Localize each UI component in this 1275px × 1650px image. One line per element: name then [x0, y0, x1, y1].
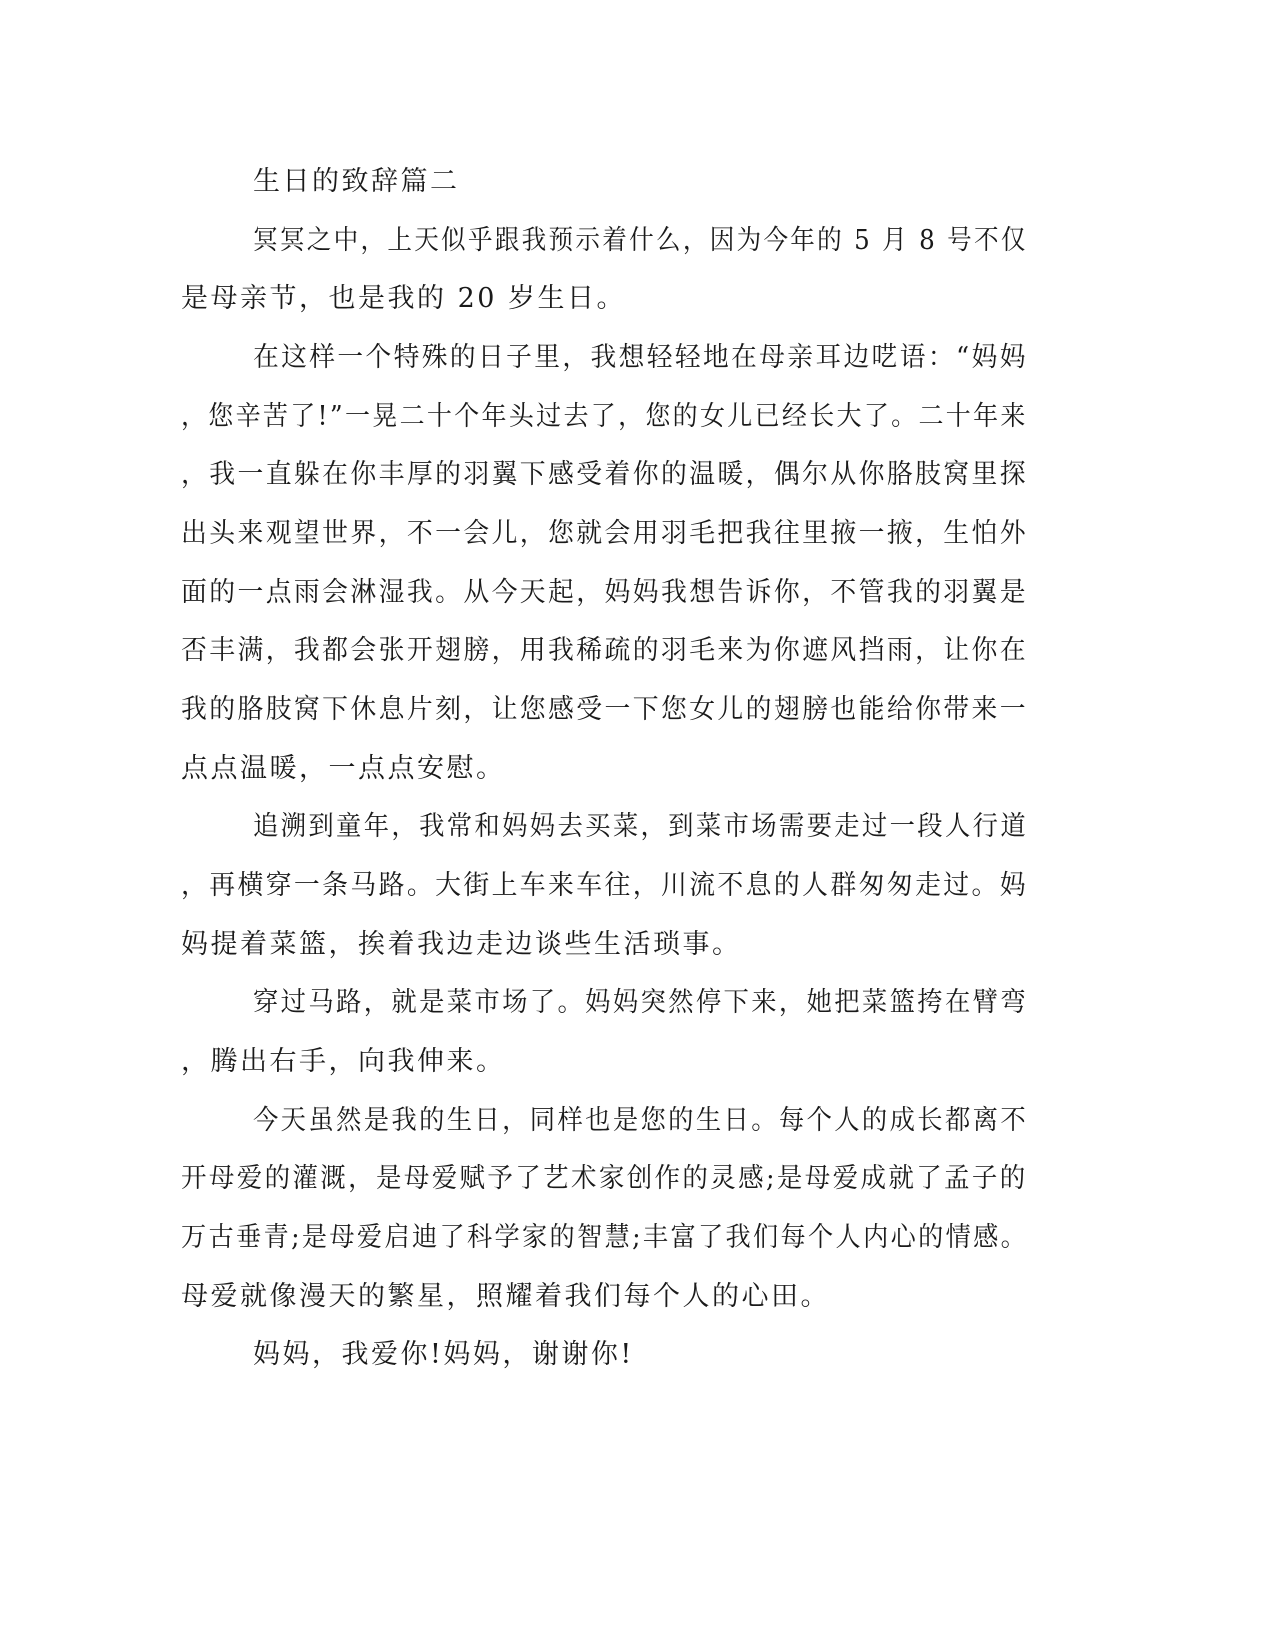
text-line: 面的一点雨会淋湿我。从今天起，妈妈我想告诉你，不管我的羽翼是: [181, 577, 1028, 608]
text-line: 追溯到童年，我常和妈妈去买菜，到菜市场需要走过一段人行道: [253, 811, 1028, 842]
document-title: 生日的致辞篇二: [253, 166, 460, 197]
text-line: 否丰满，我都会张开翅膀，用我稀疏的羽毛来为你遮风挡雨，让你在: [181, 635, 1028, 666]
text-line: 母爱就像漫天的繁星，照耀着我们每个人的心田。: [181, 1281, 830, 1312]
text-line: 妈妈，我爱你!妈妈，谢谢你!: [253, 1339, 634, 1370]
text-line: ，您辛苦了!”一晃二十个年头过去了，您的女儿已经长大了。二十年来: [181, 401, 1028, 432]
text-line: 开母爱的灌溉，是母爱赋予了艺术家创作的灵感;是母爱成就了孟子的: [181, 1163, 1028, 1194]
text-line: 穿过马路，就是菜市场了。妈妈突然停下来，她把菜篮挎在臂弯: [253, 987, 1028, 1018]
text-line: 冥冥之中，上天似乎跟我预示着什么，因为今年的 5 月 8 号不仅: [253, 225, 1028, 256]
text-line: 妈提着菜篮，挨着我边走边谈些生活琐事。: [181, 929, 742, 960]
text-line: 今天虽然是我的生日，同样也是您的生日。每个人的成长都离不: [253, 1105, 1028, 1136]
text-line: 出头来观望世界，不一会儿，您就会用羽毛把我往里掖一掖，生怕外: [181, 518, 1028, 549]
text-line: 是母亲节，也是我的 20 岁生日。: [181, 283, 627, 314]
text-line: ，腾出右手，向我伸来。: [181, 1046, 506, 1077]
text-line: ，再横穿一条马路。大街上车来车往，川流不息的人群匆匆走过。妈: [181, 870, 1028, 901]
text-line: 点点温暖，一点点安慰。: [181, 753, 506, 784]
text-line: 在这样一个特殊的日子里，我想轻轻地在母亲耳边呓语：“妈妈: [253, 342, 1028, 373]
text-line: ，我一直躲在你丰厚的羽翼下感受着你的温暖，偶尔从你胳肢窝里探: [181, 459, 1028, 490]
text-line: 我的胳肢窝下休息片刻，让您感受一下您女儿的翅膀也能给你带来一: [181, 694, 1028, 725]
text-line: 万古垂青;是母爱启迪了科学家的智慧;丰富了我们每个人内心的情感。: [181, 1222, 1029, 1253]
